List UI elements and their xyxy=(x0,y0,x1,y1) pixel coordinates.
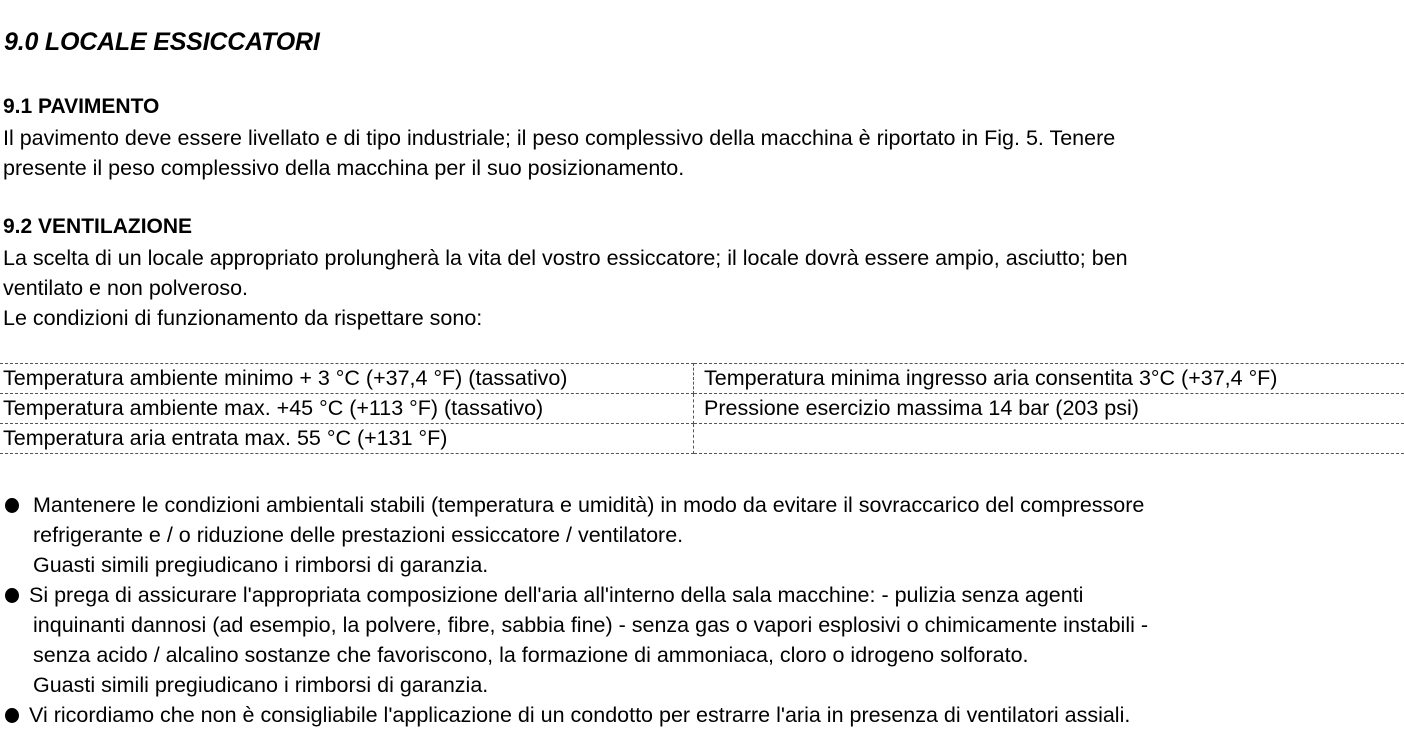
section-heading-ventilazione: 9.2 VENTILAZIONE xyxy=(3,215,193,238)
bullet-icon xyxy=(5,708,19,723)
section-heading-pavimento: 9.1 PAVIMENTO xyxy=(3,95,160,118)
table-cell: Temperatura aria entrata max. 55 °C (+131 °F) xyxy=(0,424,694,454)
paragraph-line: Le condizioni di funzionamento da rispettare sono: xyxy=(3,306,483,330)
bullet-list xyxy=(3,490,1148,730)
table-cell: Temperatura ambiente minimo + 3 °C (+37,4 °F) (tassativo) xyxy=(0,364,694,394)
table-cell: Temperatura minima ingresso aria consentita 3°C (+37,4 °F) xyxy=(694,364,1404,394)
list-item: Vi ricordiamo che non è consigliabile l'applicazione di un condotto per estrarre l'aria in presenza di ventilatori assiali. xyxy=(3,700,1148,730)
table-row xyxy=(0,424,1404,454)
ventilazione-paragraph xyxy=(3,243,1128,333)
page-title: 9.0 LOCALE ESSICCATORI xyxy=(4,28,320,56)
table-cell: Pressione esercizio massima 14 bar (203 psi) xyxy=(694,394,1404,424)
paragraph-line: La scelta di un locale appropriato prolungherà la vita del vostro essiccatore; il locale dovrà essere ampio, asciutto; ben xyxy=(3,246,1128,270)
table-cell xyxy=(694,424,1404,454)
pavimento-paragraph xyxy=(3,123,1115,183)
paragraph-line: ventilato e non polveroso. xyxy=(3,276,249,300)
list-item: Si prega di assicurare l'appropriata composizione dell'aria all'interno della sala macchine: - pulizia senza agenti inquinanti dannosi (ad esempio, la polvere, fibre, sabbia fine) - senza gas o vapori esplosivi o chimicamente instabili - senza acido / alcalino sostanze che favoriscono, la formazione di ammoniaca, cloro o idrogeno solforato. Guasti simili pregiudicano i rimborsi di garanzia. xyxy=(3,580,1148,700)
table-row xyxy=(0,394,1404,424)
list-item: Mantenere le condizioni ambientali stabili (temperatura e umidità) in modo da evitare il sovraccarico del compressore refrigerante e / o riduzione delle prestazioni essiccatore / ventilatore. Guasti simili pregiudicano i rimborsi di garanzia. xyxy=(3,490,1148,580)
bullet-icon xyxy=(5,588,19,603)
conditions-table xyxy=(0,363,1404,454)
table-cell: Temperatura ambiente max. +45 °C (+113 °F) (tassativo) xyxy=(0,394,694,424)
table-row xyxy=(0,364,1404,394)
paragraph-line: Il pavimento deve essere livellato e di tipo industriale; il peso complessivo della macchina è riportato in Fig. 5. Tenere xyxy=(3,126,1116,150)
bullet-icon xyxy=(5,498,19,513)
paragraph-line: presente il peso complessivo della macchina per il suo posizionamento. xyxy=(3,156,685,180)
